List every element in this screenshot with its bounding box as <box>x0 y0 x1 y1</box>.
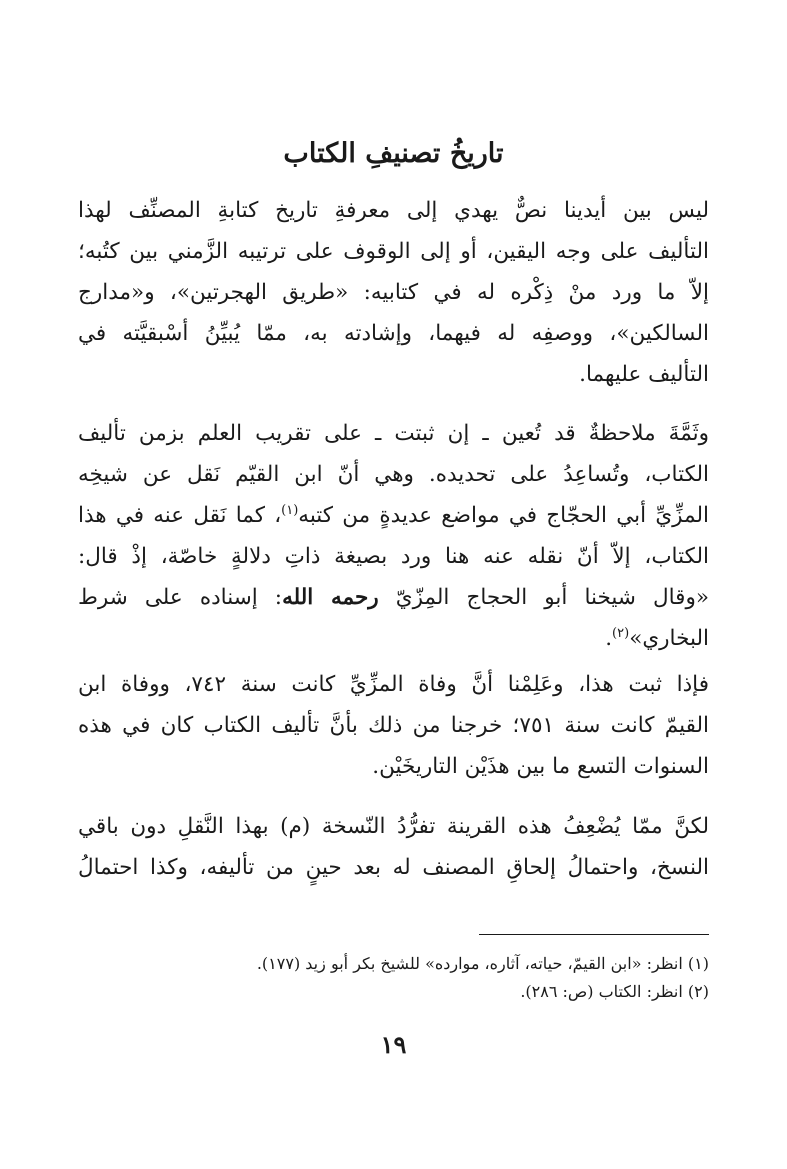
paragraph-3 <box>78 664 709 787</box>
footnote-ref-1[interactable]: (١) <box>281 502 299 518</box>
text-line: التأليف عليهما. <box>579 362 709 387</box>
text-line <box>78 618 709 659</box>
footnote-1: (١) انظر: «ابن القيمّ، حياته، آثاره، موارده» للشيخ بكر أبو زيد (١٧٧). <box>256 954 709 973</box>
text-line: القيمّ كانت سنة ٧٥١؛ خرجنا من ذلك بأنَّ تأليف الكتاب كان في هذه <box>78 713 709 738</box>
text-line <box>78 577 709 618</box>
text-line: التأليف على وجه اليقين، أو إلى الوقوف على ترتيبه الزَّمني بين كتُبه؛ <box>78 239 709 264</box>
text-line: الكتاب، إلاّ أنّ نقله عنه هنا ورد بصيغة ذاتِ دلالةٍ خاصّة، إذْ قال: <box>78 544 709 569</box>
paragraph-2 <box>78 413 709 659</box>
text-line: وثَمَّةَ ملاحظةٌ قد تُعين ـ إن ثبتت ـ على تقريب العلم بزمن تأليف <box>78 421 709 446</box>
honorific: رحمه الله <box>282 585 379 610</box>
paragraph-4 <box>78 806 709 888</box>
text-line: السنوات التسع ما بين هذَيْن التاريخَيْن. <box>372 754 709 779</box>
text-segment: ، كما نَقل عنه في هذا <box>78 503 282 528</box>
text-segment: «وقال شيخنا أبو الحجاج المِزّيّ <box>395 585 709 610</box>
text-line: ليس بين أيدينا نصٌّ يهدي إلى معرفةِ تاريخ كتابةِ المصنِّف لهذا <box>78 198 709 223</box>
footnote-2: (٢) انظر: الكتاب (ص: ٢٨٦). <box>520 982 709 1001</box>
footnotes <box>78 950 709 1006</box>
text-line: فإذا ثبت هذا، وعَلِمْنا أنَّ وفاة المزِّيِّ كانت سنة ٧٤٢، ووفاة ابن <box>78 672 709 697</box>
text-segment: البخاري» <box>629 626 709 651</box>
text-line: السالكين»، ووصفِه له فيهما، وإشادته به، ممّا يُبيِّنُ أسْبقيَّته في <box>78 321 709 346</box>
text-segment: : إسناده على شرط <box>78 585 283 610</box>
text-line: لكنَّ ممّا يُضْعِفُ هذه القرينة تفرُّدُ النّسخة (م) بهذا النَّقلِ دون باقي <box>78 814 709 839</box>
text-line: الكتاب، وتُساعِدُ على تحديده. وهي أنّ ابن القيّم نَقل عن شيخِه <box>78 462 709 487</box>
text-line: النسخ، واحتمالُ إلحاقِ المصنف له بعد حينٍ من تأليفه، وكذا احتمالُ <box>78 855 709 880</box>
footnote-ref-2[interactable]: (٢) <box>612 625 630 641</box>
text-segment: . <box>605 626 613 651</box>
text-line: إلاّ ما ورد منْ ذِكْره له في كتابيه: «طريق الهجرتين»، و«مدارج <box>78 280 709 305</box>
text-line <box>78 495 709 536</box>
text-segment: المزِّيِّ أبي الحجّاج في مواضع عديدةٍ من كتبه <box>298 503 709 528</box>
section-title: تاريخُ تصنيفِ الكتاب <box>283 138 504 169</box>
footnote-divider <box>479 934 709 935</box>
book-page <box>78 0 709 1169</box>
paragraph-1 <box>78 190 709 395</box>
page-number: ١٩ <box>380 1030 407 1059</box>
